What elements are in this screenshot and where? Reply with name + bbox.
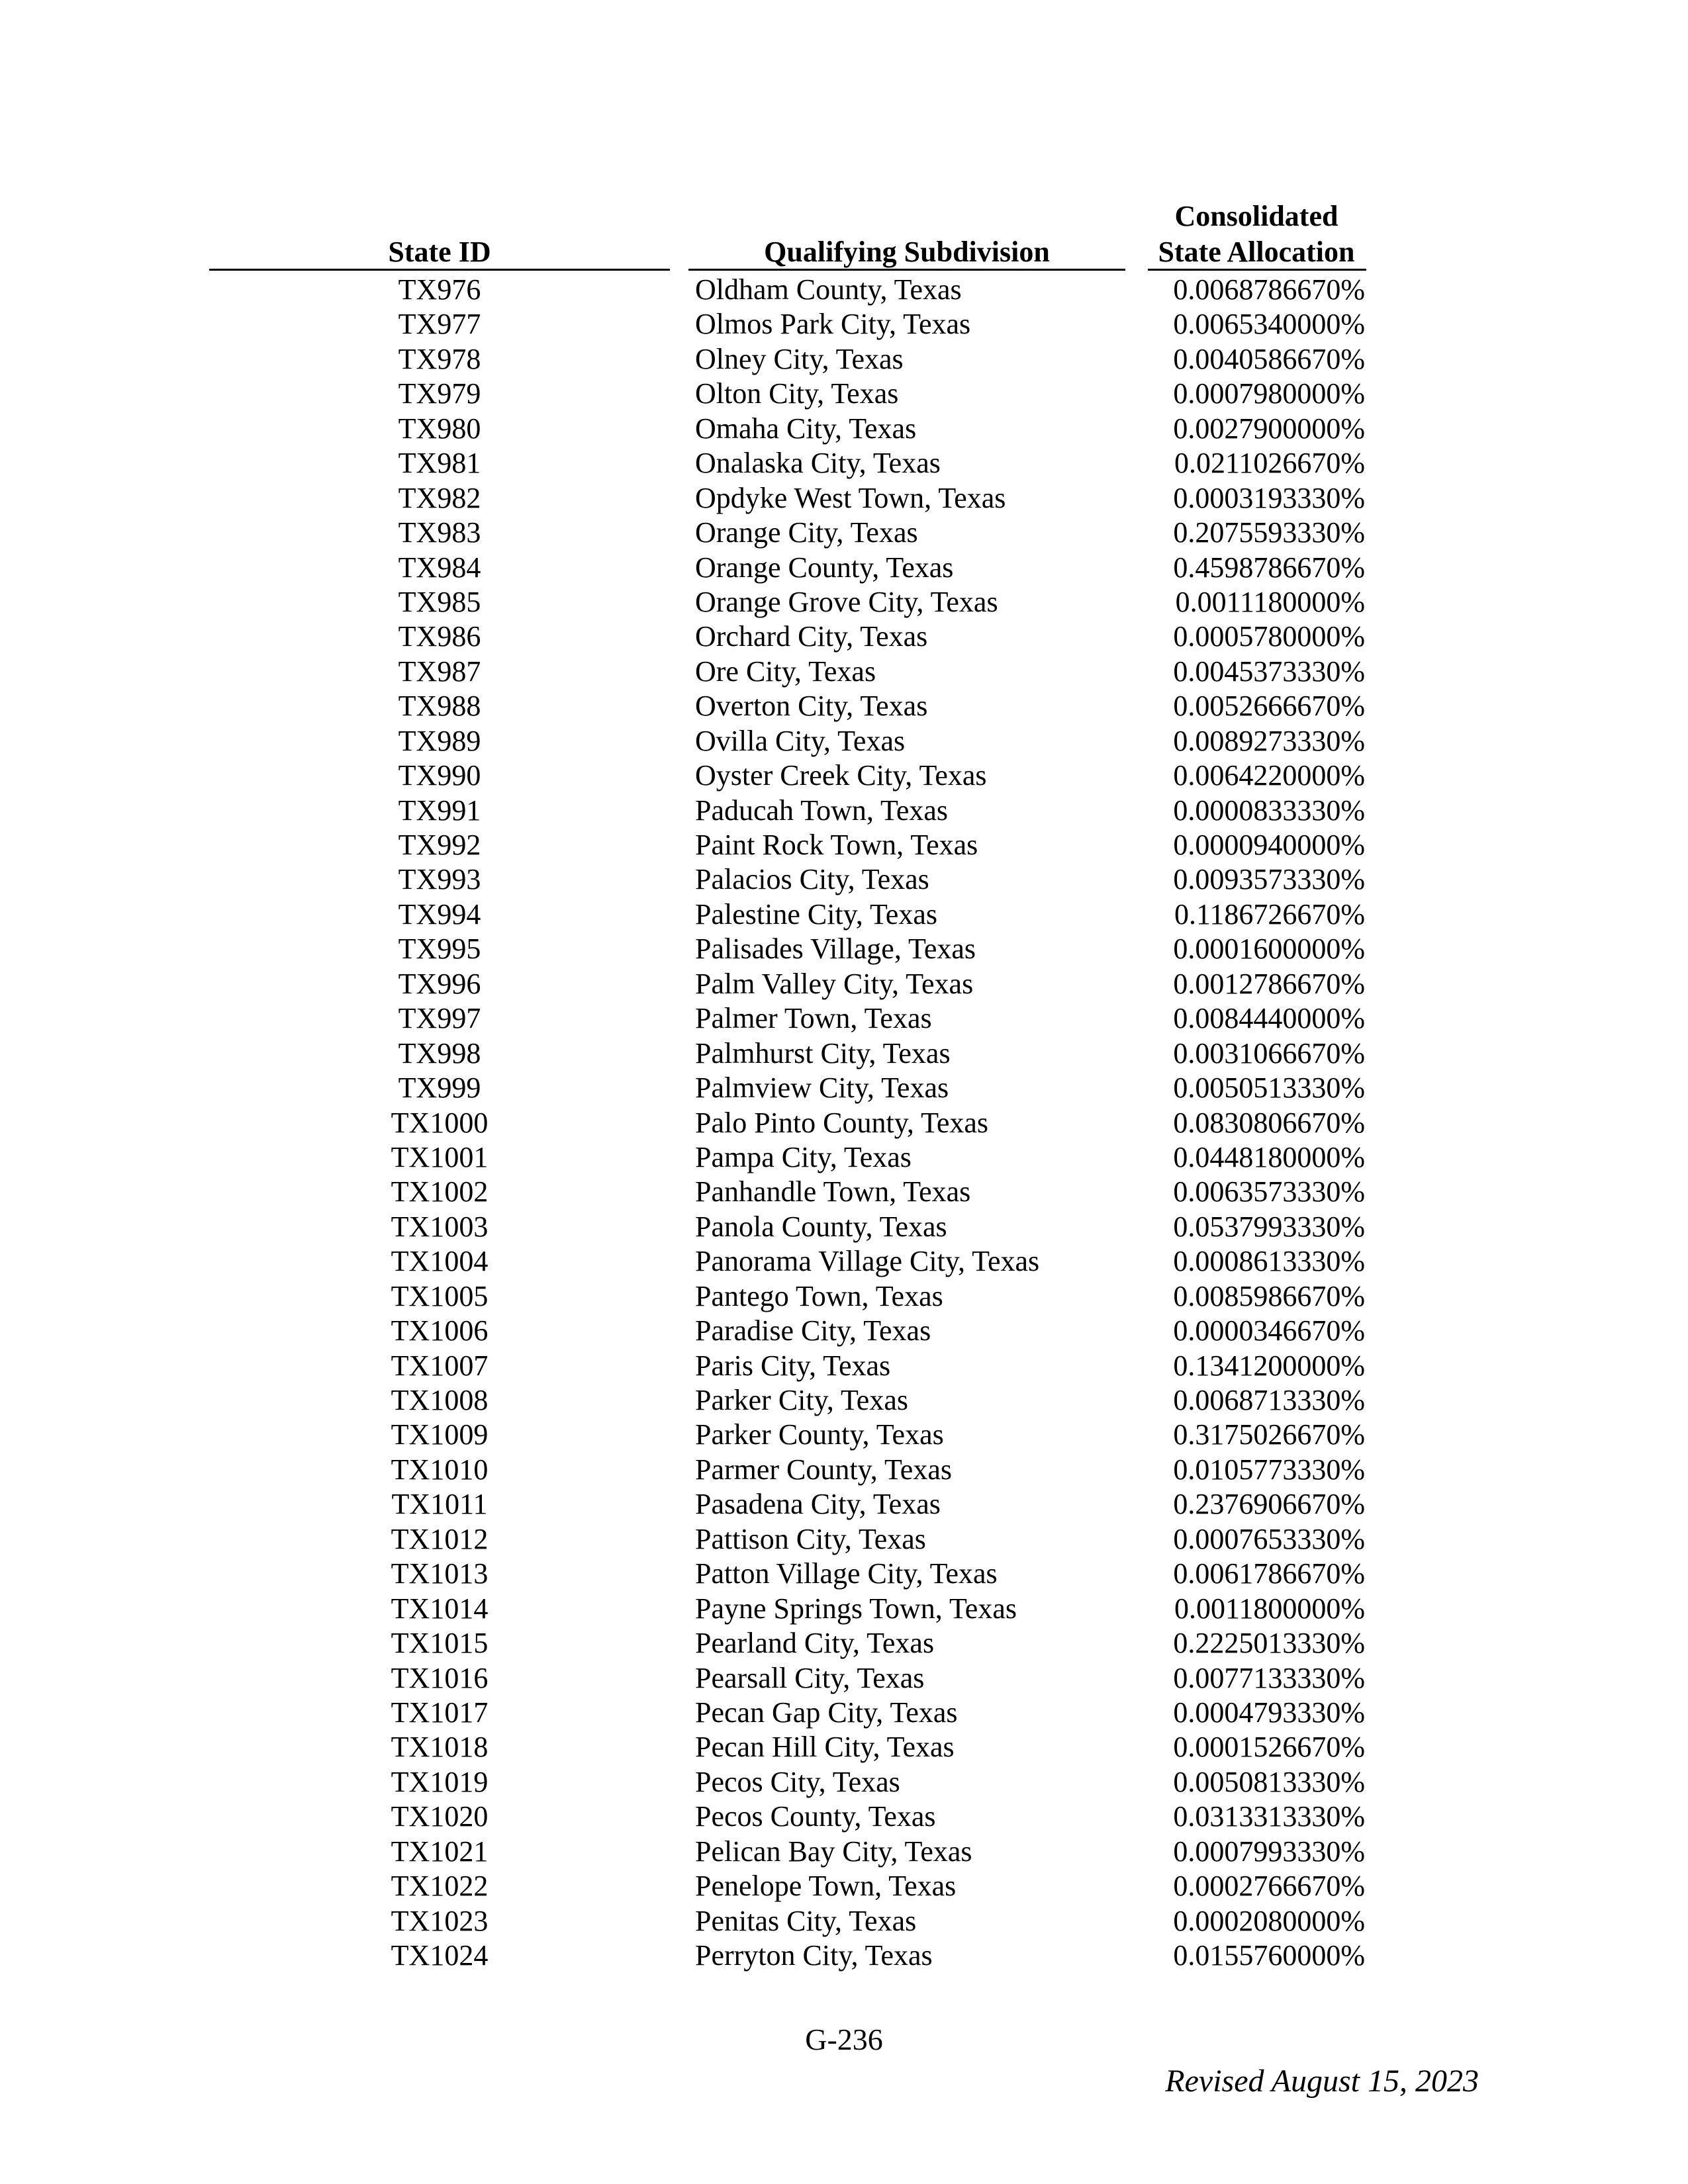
allocation-cell: 0.0537993330% <box>1173 1210 1365 1243</box>
allocation-cell: 0.0089273330% <box>1173 724 1365 757</box>
table-row <box>0 967 1688 1001</box>
state-id-cell: TX993 <box>398 863 481 896</box>
table-row <box>0 1730 1688 1764</box>
subdivision-cell: Parker County, Texas <box>695 1418 944 1451</box>
table-row <box>0 1071 1688 1105</box>
allocation-cell: 0.0045373330% <box>1173 655 1365 688</box>
table-row <box>0 1140 1688 1175</box>
allocation-cell: 0.2075593330% <box>1173 516 1365 549</box>
table-row <box>0 1383 1688 1418</box>
subdivision-cell: Olton City, Texas <box>695 377 899 410</box>
allocation-cell: 0.2225013330% <box>1173 1627 1365 1660</box>
subdivision-cell: Pelican Bay City, Texas <box>695 1835 972 1868</box>
state-id-cell: TX1021 <box>391 1835 489 1868</box>
allocation-cell: 0.0063573330% <box>1173 1175 1365 1208</box>
table-row <box>0 794 1688 828</box>
allocation-cell: 0.0077133330% <box>1173 1661 1365 1694</box>
table-row <box>0 689 1688 723</box>
allocation-cell: 0.1341200000% <box>1173 1349 1365 1382</box>
subdivision-cell: Penelope Town, Texas <box>695 1870 957 1903</box>
table-row <box>0 516 1688 550</box>
allocation-cell: 0.4598786670% <box>1173 551 1365 584</box>
state-id-cell: TX987 <box>398 655 481 688</box>
subdivision-cell: Palmhurst City, Texas <box>695 1036 951 1069</box>
state-id-cell: TX1007 <box>391 1349 489 1382</box>
subdivision-cell: Palmview City, Texas <box>695 1071 949 1105</box>
table-row <box>0 377 1688 411</box>
allocation-cell: 0.0000940000% <box>1173 829 1365 861</box>
table-row <box>0 585 1688 619</box>
subdivision-cell: Palo Pinto County, Texas <box>695 1106 989 1139</box>
subdivision-cell: Paint Rock Town, Texas <box>695 829 978 861</box>
subdivision-cell: Pattison City, Texas <box>695 1522 926 1555</box>
subdivision-cell: Orange County, Texas <box>695 551 954 584</box>
subdivision-cell: Olney City, Texas <box>695 342 904 375</box>
subdivision-cell: Pampa City, Texas <box>695 1140 912 1173</box>
allocation-cell: 0.0007653330% <box>1173 1522 1365 1555</box>
table-row <box>0 1036 1688 1071</box>
table-row <box>0 1869 1688 1903</box>
subdivision-cell: Orange City, Texas <box>695 516 918 549</box>
header-allocation-line2: State Allocation <box>1158 236 1355 268</box>
header-consolidated-state-allocation <box>1148 199 1365 270</box>
allocation-cell: 0.0002080000% <box>1173 1904 1365 1937</box>
state-id-cell: TX1003 <box>391 1210 489 1243</box>
state-id-cell: TX1008 <box>391 1384 489 1416</box>
table-row <box>0 1418 1688 1452</box>
table-row <box>0 1661 1688 1696</box>
table-row <box>0 932 1688 966</box>
state-id-cell: TX992 <box>398 829 481 861</box>
subdivision-cell: Parker City, Texas <box>695 1384 908 1416</box>
table-row <box>0 481 1688 516</box>
page-number: G-236 <box>805 2023 883 2056</box>
state-id-cell: TX1009 <box>391 1418 489 1451</box>
state-id-cell: TX1010 <box>391 1453 489 1486</box>
state-id-cell: TX999 <box>398 1071 481 1105</box>
subdivision-cell: Panorama Village City, Texas <box>695 1245 1040 1278</box>
state-id-cell: TX996 <box>398 967 481 1000</box>
table-body <box>0 273 1688 1973</box>
table-row <box>0 342 1688 377</box>
subdivision-cell: Oldham County, Texas <box>695 273 962 306</box>
revised-date: Revised August 15, 2023 <box>1165 2064 1479 2099</box>
subdivision-cell: Oyster Creek City, Texas <box>695 759 987 792</box>
subdivision-cell: Overton City, Texas <box>695 690 928 723</box>
state-id-cell: TX981 <box>398 447 481 480</box>
subdivision-cell: Patton Village City, Texas <box>695 1557 998 1590</box>
subdivision-cell: Paradise City, Texas <box>695 1314 931 1347</box>
table-row <box>0 1938 1688 1973</box>
allocation-cell: 0.0001600000% <box>1173 933 1365 966</box>
table-row <box>0 1799 1688 1834</box>
state-id-cell: TX1013 <box>391 1557 489 1590</box>
allocation-cell: 0.0068713330% <box>1173 1384 1365 1416</box>
allocation-cell: 0.0093573330% <box>1173 863 1365 896</box>
allocation-cell: 0.0065340000% <box>1173 308 1365 341</box>
allocation-cell: 0.0105773330% <box>1173 1453 1365 1486</box>
allocation-cell: 0.2376906670% <box>1173 1488 1365 1521</box>
state-id-cell: TX983 <box>398 516 481 549</box>
table-row <box>0 1626 1688 1661</box>
table-row <box>0 724 1688 758</box>
table-row <box>0 1314 1688 1348</box>
allocation-cell: 0.0064220000% <box>1173 759 1365 792</box>
allocation-cell: 0.0085986670% <box>1173 1279 1365 1312</box>
state-id-cell: TX984 <box>398 551 481 584</box>
state-id-cell: TX994 <box>398 897 481 931</box>
state-id-cell: TX998 <box>398 1036 481 1069</box>
table-row <box>0 1522 1688 1557</box>
state-id-cell: TX1001 <box>391 1140 489 1173</box>
allocation-cell: 0.0007980000% <box>1173 377 1365 410</box>
state-id-cell: TX1020 <box>391 1800 489 1833</box>
table-row <box>0 1279 1688 1314</box>
allocation-cell: 0.0001526670% <box>1173 1731 1365 1764</box>
state-id-cell: TX985 <box>398 585 481 618</box>
allocation-cell: 0.1186726670% <box>1174 897 1365 931</box>
state-id-cell: TX1024 <box>391 1939 489 1972</box>
table-row <box>0 412 1688 446</box>
state-id-cell: TX982 <box>398 481 481 514</box>
table-row <box>0 1210 1688 1244</box>
subdivision-cell: Panhandle Town, Texas <box>695 1175 971 1208</box>
table-row <box>0 1244 1688 1279</box>
allocation-cell: 0.0007993330% <box>1173 1835 1365 1868</box>
allocation-cell: 0.0040586670% <box>1173 342 1365 375</box>
state-id-cell: TX1018 <box>391 1731 489 1764</box>
table-row <box>0 1453 1688 1487</box>
table-row <box>0 1175 1688 1209</box>
table-row <box>0 862 1688 897</box>
allocation-cell: 0.0000833330% <box>1173 794 1365 827</box>
subdivision-cell: Pearsall City, Texas <box>695 1661 925 1694</box>
subdivision-cell: Pecos County, Texas <box>695 1800 936 1833</box>
table-row <box>0 655 1688 689</box>
allocation-cell: 0.0012786670% <box>1173 967 1365 1000</box>
state-id-cell: TX976 <box>398 273 481 306</box>
allocation-cell: 0.0830806670% <box>1173 1106 1365 1139</box>
subdivision-cell: Pearland City, Texas <box>695 1627 935 1660</box>
table-row <box>0 1106 1688 1140</box>
subdivision-cell: Panola County, Texas <box>695 1210 947 1243</box>
state-id-cell: TX991 <box>398 794 481 827</box>
state-id-cell: TX1023 <box>391 1904 489 1937</box>
subdivision-cell: Pecan Gap City, Texas <box>695 1696 958 1729</box>
state-id-cell: TX1006 <box>391 1314 489 1347</box>
state-id-cell: TX997 <box>398 1002 481 1035</box>
header-rule-subdivision <box>688 269 1125 271</box>
subdivision-cell: Paris City, Texas <box>695 1349 891 1382</box>
allocation-cell: 0.0002766670% <box>1173 1870 1365 1903</box>
allocation-cell: 0.0084440000% <box>1173 1002 1365 1035</box>
allocation-cell: 0.0000346670% <box>1173 1314 1365 1347</box>
table-row <box>0 307 1688 341</box>
table-row <box>0 446 1688 480</box>
subdivision-cell: Ovilla City, Texas <box>695 724 906 757</box>
allocation-cell: 0.0050813330% <box>1173 1765 1365 1798</box>
table-row <box>0 1835 1688 1869</box>
state-id-cell: TX1014 <box>391 1592 489 1625</box>
allocation-cell: 0.0031066670% <box>1173 1036 1365 1069</box>
state-id-cell: TX1004 <box>391 1245 489 1278</box>
header-allocation-line1: Consolidated <box>1174 200 1338 232</box>
subdivision-cell: Perryton City, Texas <box>695 1939 933 1972</box>
state-id-cell: TX1019 <box>391 1765 489 1798</box>
table-row <box>0 1001 1688 1036</box>
state-id-cell: TX986 <box>398 620 481 653</box>
allocation-cell: 0.0003193330% <box>1173 481 1365 514</box>
state-id-cell: TX978 <box>398 342 481 375</box>
allocation-cell: 0.0068786670% <box>1173 273 1365 306</box>
subdivision-cell: Orchard City, Texas <box>695 620 928 653</box>
subdivision-cell: Payne Springs Town, Texas <box>695 1592 1017 1625</box>
allocation-cell: 0.0448180000% <box>1173 1140 1365 1173</box>
state-id-cell: TX990 <box>398 759 481 792</box>
subdivision-cell: Palacios City, Texas <box>695 863 929 896</box>
allocation-cell: 0.0008613330% <box>1173 1245 1365 1278</box>
allocation-cell: 0.0313313330% <box>1173 1800 1365 1833</box>
table-row <box>0 551 1688 585</box>
table-row <box>0 758 1688 793</box>
allocation-cell: 0.0027900000% <box>1173 412 1365 445</box>
subdivision-cell: Palestine City, Texas <box>695 897 937 931</box>
subdivision-cell: Pantego Town, Texas <box>695 1279 943 1312</box>
state-id-cell: TX1017 <box>391 1696 489 1729</box>
subdivision-cell: Palm Valley City, Texas <box>695 967 974 1000</box>
allocation-cell: 0.0052666670% <box>1173 690 1365 723</box>
allocation-cell: 0.0011180000% <box>1175 585 1365 618</box>
subdivision-cell: Ore City, Texas <box>695 655 876 688</box>
subdivision-cell: Parmer County, Texas <box>695 1453 952 1486</box>
state-id-cell: TX1015 <box>391 1627 489 1660</box>
allocation-cell: 0.0061786670% <box>1173 1557 1365 1590</box>
subdivision-cell: Omaha City, Texas <box>695 412 917 445</box>
state-id-cell: TX1002 <box>391 1175 489 1208</box>
subdivision-cell: Onalaska City, Texas <box>695 447 941 480</box>
state-id-cell: TX1012 <box>391 1522 489 1555</box>
table-row <box>0 897 1688 932</box>
table-row <box>0 1592 1688 1626</box>
allocation-cell: 0.3175026670% <box>1173 1418 1365 1451</box>
state-id-cell: TX1005 <box>391 1279 489 1312</box>
subdivision-cell: Opdyke West Town, Texas <box>695 481 1006 514</box>
state-id-cell: TX980 <box>398 412 481 445</box>
allocation-cell: 0.0211026670% <box>1174 447 1365 480</box>
allocation-cell: 0.0155760000% <box>1173 1939 1365 1972</box>
subdivision-cell: Olmos Park City, Texas <box>695 308 971 341</box>
table-row <box>0 1696 1688 1730</box>
allocation-cell: 0.0011800000% <box>1174 1592 1365 1625</box>
header-rule-state-id <box>209 269 670 271</box>
table-row <box>0 619 1688 654</box>
state-id-cell: TX1022 <box>391 1870 489 1903</box>
subdivision-cell: Paducah Town, Texas <box>695 794 949 827</box>
allocation-cell: 0.0005780000% <box>1173 620 1365 653</box>
table-row <box>0 273 1688 307</box>
state-id-cell: TX979 <box>398 377 481 410</box>
state-id-cell: TX989 <box>398 724 481 757</box>
header-rule-allocation <box>1148 269 1366 271</box>
subdivision-cell: Palmer Town, Texas <box>695 1002 932 1035</box>
state-id-cell: TX1016 <box>391 1661 489 1694</box>
state-id-cell: TX977 <box>398 308 481 341</box>
table-row <box>0 1349 1688 1383</box>
state-id-cell: TX1000 <box>391 1106 489 1139</box>
table-row <box>0 1487 1688 1522</box>
subdivision-cell: Palisades Village, Texas <box>695 933 976 966</box>
state-id-cell: TX995 <box>398 933 481 966</box>
subdivision-cell: Pecan Hill City, Texas <box>695 1731 955 1764</box>
allocation-cell: 0.0004793330% <box>1173 1696 1365 1729</box>
state-id-cell: TX1011 <box>391 1488 488 1521</box>
subdivision-cell: Pecos City, Texas <box>695 1765 900 1798</box>
table-row <box>0 828 1688 862</box>
table-row <box>0 1765 1688 1799</box>
subdivision-cell: Orange Grove City, Texas <box>695 585 998 618</box>
table-row <box>0 1904 1688 1938</box>
state-id-cell: TX988 <box>398 690 481 723</box>
header-state-id: State ID <box>388 236 491 268</box>
table-row <box>0 1557 1688 1591</box>
subdivision-cell: Pasadena City, Texas <box>695 1488 941 1521</box>
allocation-cell: 0.0050513330% <box>1173 1071 1365 1105</box>
header-qualifying-subdivision: Qualifying Subdivision <box>764 236 1050 268</box>
subdivision-cell: Penitas City, Texas <box>695 1904 917 1937</box>
